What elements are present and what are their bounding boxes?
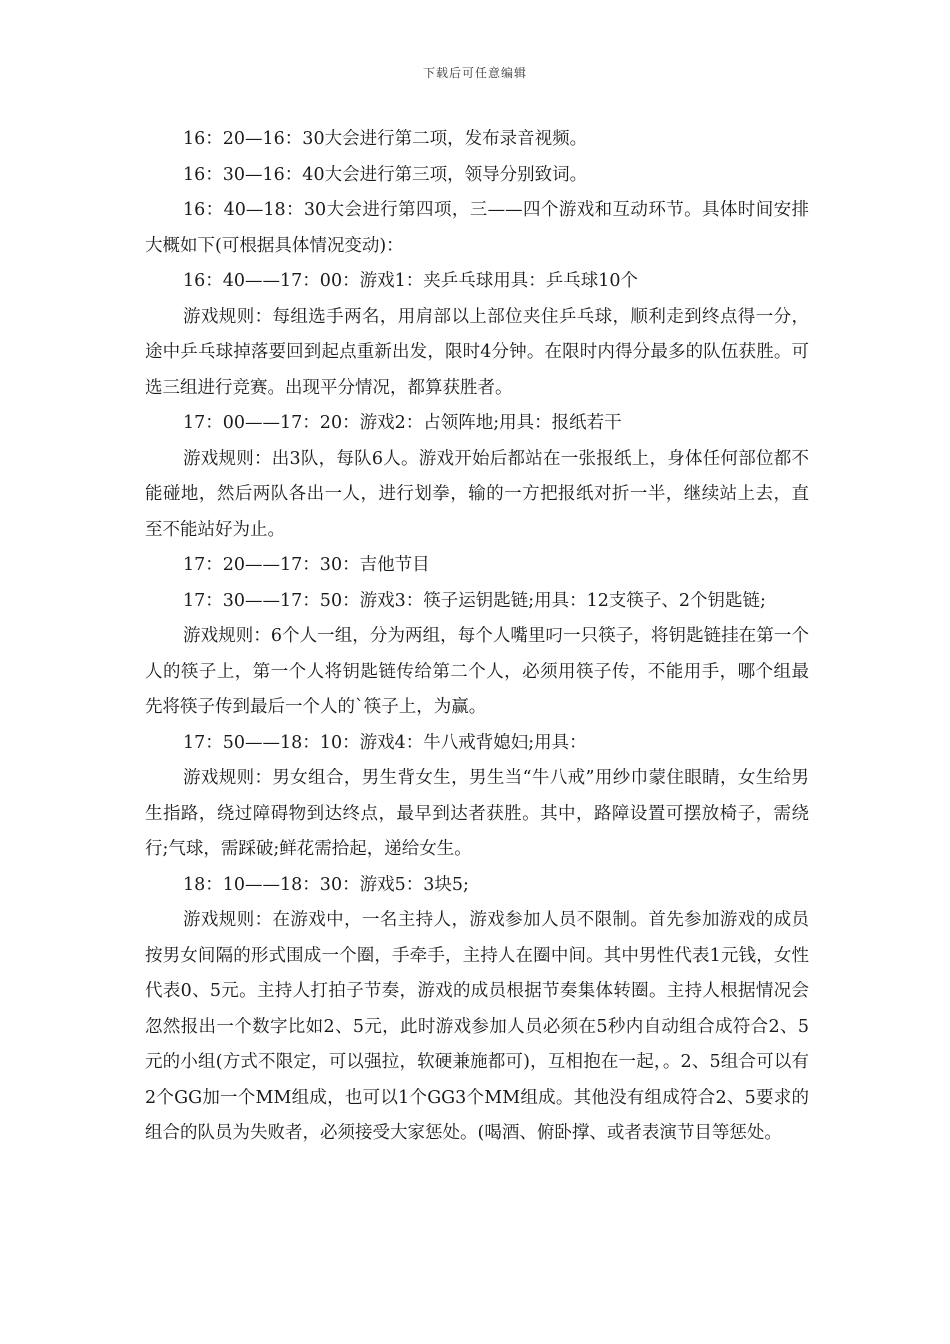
document-body [145,122,809,1152]
paragraph-schedule-item-3: 16：30—16：40大会进行第三项，领导分别致词。 [183,164,588,185]
page-header: 下载后可任意编辑 [422,66,527,80]
paragraph-game-5-title: 18：10——18：30：游戏5：3块5; [183,874,469,895]
paragraph-schedule-item-2: 16：20—16：30大会进行第二项，发布录音视频。 [183,129,588,149]
paragraph-game-1-rules: 游戏规则：每组选手两名，用肩部以上部位夹住乒乓球，顺利走到终点得一分，途中乒乓球掉落要回到起点重新出发，限时4分钟。在限时内得分最多的队伍获胜。可选三组进行竞赛。出现平分情况，都算获胜者。 [145,306,809,398]
paragraph-schedule-item-4: 16：40—18：30大会进行第四项，三——四个游戏和互动环节。具体时间安排大概如下(可根据具体情况变动)： [145,200,809,256]
paragraph-game-4-rules: 游戏规则：男女组合，男生背女生，男生当“牛八戒”用纱巾蒙住眼睛，女生给男生指路，绕过障碍物到达终点，最早到达者获胜。其中，路障设置可摆放椅子，需绕行;气球，需踩破;鲜花需拾起，递给女生。 [145,768,809,859]
paragraph-guitar-show: 17：20——17：30：吉他节目 [183,555,430,575]
paragraph-game-4-title: 17：50——18：10：游戏4：牛八戒背媳妇;用具： [183,732,587,753]
paragraph-game-2-rules: 游戏规则：出3队，每队6人。游戏开始后都站在一张报纸上，身体任何部位都不能碰地，然后两队各出一人，进行划拳，输的一方把报纸对折一半，继续站上去，直至不能站好为止。 [145,448,809,540]
paragraph-game-1-title: 16：40——17：00：游戏1：夹乒乓球用具：乒乓球10个 [183,271,638,291]
paragraph-game-3-rules: 游戏规则：6个人一组，分为两组，每个人嘴里叼一只筷子，将钥匙链挂在第一个人的筷子上，第一个人将钥匙链传给第二个人，必须用筷子传，不能用手，哪个组最先将筷子传到最后一个人的`筷子上，为赢。 [145,626,809,717]
paragraph-game-5-rules: 游戏规则：在游戏中，一名主持人，游戏参加人员不限制。首先参加游戏的成员按男女间隔的形式围成一个圈，手牵手，主持人在圈中间。其中男性代表1元钱，女性代表0、5元。主持人打拍子节奏，游戏的成员根据节奏集体转圈。主持人根据情况会忽然报出一个数字比如2、5元，此时游戏参加人员必须在5秒内自动组合成符合2、5元的小组(方式不限定，可以强拉，软硬兼施都可)，互相抱在一起，。2、5组合可以有2个GG加一个MM组成，也可以1个GG3个MM组成。其他没有组成符合2、5要求的组合的队员为失败者，必须接受大家惩处。(喝酒、俯卧撑、或者表演节目等惩处。 [145,910,809,1143]
paragraph-game-2-title: 17：00——17：20：游戏2：占领阵地;用具：报纸若干 [183,413,622,433]
paragraph-game-3-title: 17：30——17：50：游戏3：筷子运钥匙链;用具：12支筷子、2个钥匙链; [183,590,766,611]
